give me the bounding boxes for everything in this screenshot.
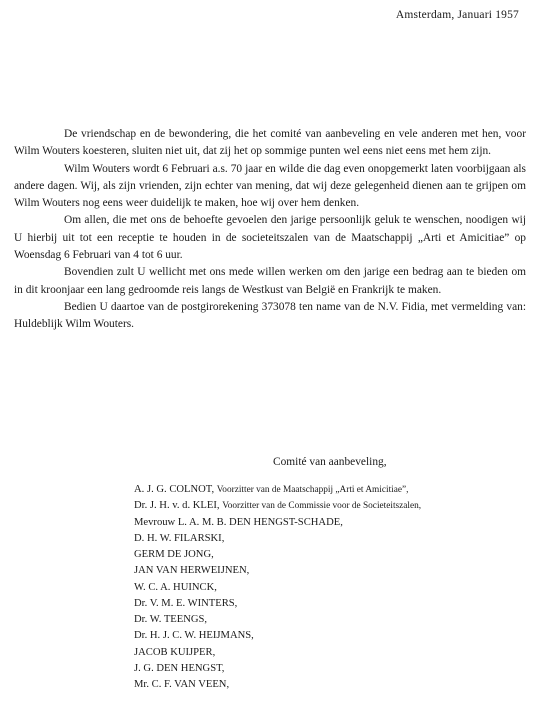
member-name: Mr. C. F. VAN VEEN, (134, 679, 230, 690)
member-role: Voorzitter van de Maatschappij „Arti et Amicitiae”, (216, 485, 409, 495)
member-name: GERM DE JONG, (134, 549, 214, 560)
committee-member (134, 661, 534, 677)
committee-heading: Comité van aanbeveling, (273, 456, 387, 468)
member-name: Dr. H. J. C. W. HEIJMANS, (134, 630, 254, 642)
committee-list (134, 482, 534, 693)
committee-member (134, 596, 534, 612)
member-name: D. H. W. FILARSKI, (134, 532, 225, 544)
paragraph: Bedien U daartoe van de postgirorekening 373078 ten name van de N.V. Fidia, met vermelding van: Huldeblijk Wilm Wouters. (14, 300, 526, 331)
member-name: Mevrouw L. A. M. B. DEN HENGST-SCHADE, (134, 516, 343, 528)
paragraph: Bovendien zult U wellicht met ons mede willen werken om den jarige een bedrag aan te bieden om in dit kroonjaar een lang gedroomde reis langs de Westkust van België en Frankrijk te maken. (14, 266, 526, 296)
document-date: Amsterdam, Januari 1957 (395, 9, 519, 21)
committee-member (134, 628, 534, 644)
committee-member (134, 580, 534, 596)
paragraph: Om allen, die met ons de behoefte gevoelen den jarige persoonlijk geluk te wenschen, noodigen wij U hierbij uit tot een receptie te houden in de societeitszalen van de Maatschappij „Arti et Amicitiae” op Woensdag 6 Februari van 4 tot 6 uur. (14, 214, 526, 262)
member-name: A. J. G. COLNOT, (134, 484, 215, 495)
committee-member (134, 482, 534, 498)
committee-member (134, 515, 534, 531)
paragraph: Wilm Wouters wordt 6 Februari a.s. 70 jaar en wilde die dag even onopgemerkt laten voorbijgaan als andere dagen. Wij, als zijn vrienden, zijn echter van mening, dat wij deze gelegenheid dienen aan te grijpen om Wilm Wouters nog eens weer duidelijk te maken, hoe wij over hem denken. (14, 162, 526, 210)
committee-member (134, 547, 534, 563)
member-name: W. C. A. HUINCK, (134, 581, 217, 593)
committee-member (134, 563, 534, 579)
member-name: Dr. V. M. E. WINTERS, (134, 597, 238, 609)
committee-member (134, 645, 534, 661)
member-name: JACOB KUIJPER, (134, 646, 216, 658)
member-name: Dr. W. TEENGS, (134, 614, 208, 625)
letter-body (14, 126, 526, 334)
committee-member (134, 498, 534, 514)
paragraph: De vriendschap en de bewondering, die het comité van aanbeveling en vele anderen met hen, voor Wilm Wouters koesteren, sluiten niet uit, dat zij het op sommige punten wel eens niet eens met hem zijn. (14, 128, 526, 158)
member-name: J. G. DEN HENGST, (134, 662, 225, 674)
member-role: Voorzitter van de Commissie voor de Societeitszalen, (222, 501, 422, 512)
member-name: JAN VAN HERWEIJNEN, (134, 565, 250, 577)
member-name: Dr. J. H. v. d. KLEI, (134, 500, 220, 512)
committee-member (134, 612, 534, 628)
committee-member (134, 677, 534, 693)
committee-member (134, 531, 534, 547)
